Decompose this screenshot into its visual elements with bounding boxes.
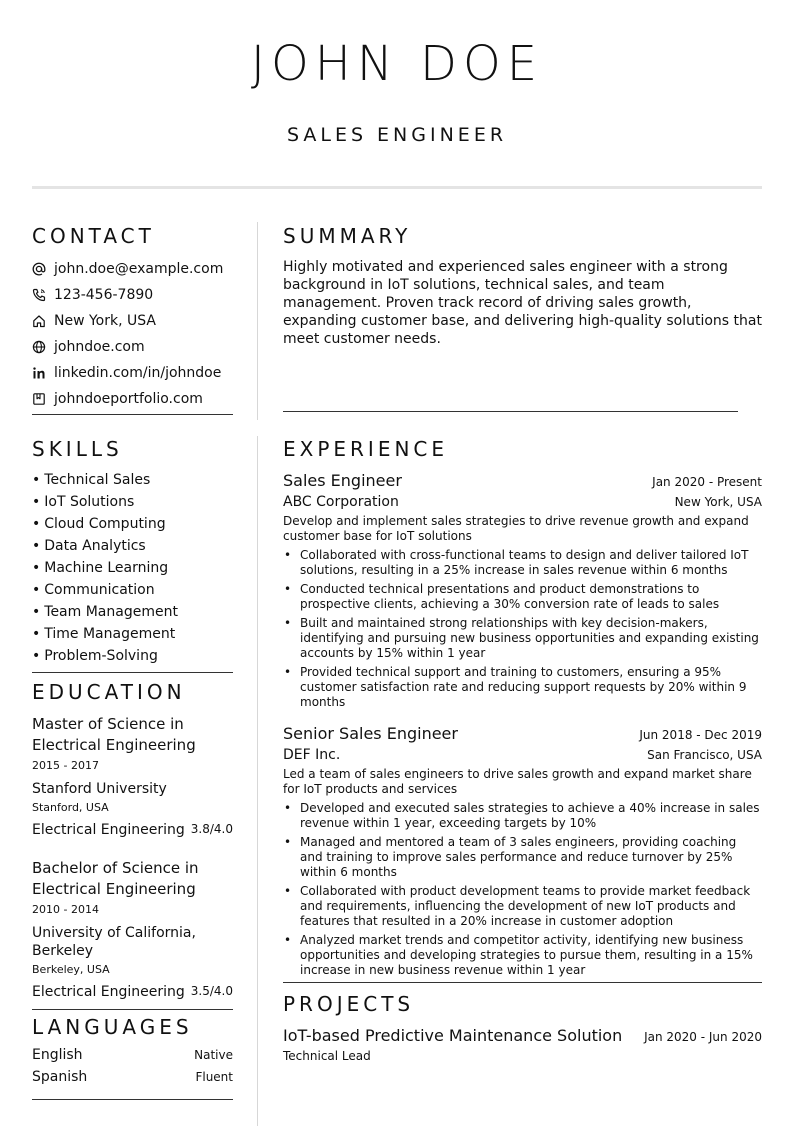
portfolio-icon: [32, 392, 46, 406]
job-location: New York, USA: [674, 495, 762, 509]
contact-portfolio-text: johndoeportfolio.com: [54, 391, 203, 407]
project-dates: Jan 2020 - Jun 2020: [644, 1030, 762, 1044]
job-bullet: • Collaborated with cross-functional teams to design and deliver tailored IoT solutions, resulting in a 25% increase in sales revenue within 6 months: [284, 548, 749, 577]
project-title-row: [283, 1026, 762, 1045]
education-section: [32, 680, 233, 1010]
job-bullet: • Collaborated with product development teams to provide market feedback and requirements, influencing the development of new IoT products and features that resulted in a 20% increase in customer adoption: [284, 884, 751, 928]
job-dates: Jun 2018 - Dec 2019: [639, 728, 762, 742]
language-level: Native: [194, 1048, 233, 1062]
education-degree: Master of Science in Electrical Engineering: [32, 715, 196, 754]
education-field: Electrical Engineering: [32, 822, 185, 838]
projects-heading: PROJECTS: [283, 992, 415, 1016]
skills-divider: [32, 672, 233, 673]
experience-divider: [283, 982, 762, 983]
skill-item: • Technical Sales: [32, 472, 151, 488]
job-bullets: [283, 801, 762, 978]
education-years: 2015 - 2017: [32, 759, 99, 772]
contact-heading: CONTACT: [32, 224, 155, 248]
contact-phone[interactable]: [32, 282, 233, 308]
job-title-row: [283, 471, 762, 490]
header-divider: [32, 186, 762, 189]
job-bullet: • Provided technical support and training to customers, ensuring a 95% customer satisfaction rate and reducing support requests by 20% within 9 months: [284, 665, 747, 709]
experience-heading: EXPERIENCE: [283, 437, 449, 461]
education-degree: Bachelor of Science in Electrical Engineering: [32, 859, 199, 898]
contact-phone-text: 123-456-7890: [54, 287, 154, 303]
contact-divider: [32, 414, 233, 415]
education-school: University of California, Berkeley: [32, 925, 196, 959]
job-title: Senior Sales Engineer: [283, 724, 458, 743]
column-divider-bottom: [257, 436, 258, 1126]
summary-heading: SUMMARY: [283, 224, 412, 248]
contact-email[interactable]: [32, 256, 233, 282]
summary-section: [283, 224, 762, 348]
column-divider-top: [257, 222, 258, 420]
education-location: Berkeley, USA: [32, 963, 110, 976]
contact-location: [32, 308, 233, 334]
language-name: English: [32, 1047, 83, 1063]
education-location: Stanford, USA: [32, 801, 109, 814]
at-icon: [32, 262, 46, 276]
job-bullet: • Built and maintained strong relationships with key decision-makers, identifying and pursuing new business opportunities and expanding existing accounts by 15% within 1 year: [284, 616, 759, 660]
skills-section: [32, 437, 233, 673]
skill-item: • IoT Solutions: [32, 494, 135, 510]
resume-name: JOHN DOE: [250, 36, 544, 92]
language-row: [32, 1047, 233, 1069]
job-entry: [283, 471, 762, 710]
language-row: [32, 1069, 233, 1091]
globe-icon: [32, 340, 46, 354]
job-dates: Jan 2020 - Present: [652, 475, 762, 489]
contact-section: [32, 224, 233, 415]
job-company: DEF Inc.: [283, 747, 341, 763]
skill-item: • Team Management: [32, 604, 178, 620]
home-icon: [32, 314, 46, 328]
project-role: Technical Lead: [283, 1049, 371, 1063]
contact-website-text: johndoe.com: [54, 339, 145, 355]
job-entry: [283, 724, 762, 978]
skill-item: • Machine Learning: [32, 560, 169, 576]
skills-list: [32, 469, 233, 667]
skills-heading: SKILLS: [32, 437, 123, 461]
skill-item: • Communication: [32, 582, 155, 598]
education-years: 2010 - 2014: [32, 903, 99, 916]
languages-divider: [32, 1099, 233, 1100]
job-description: Develop and implement sales strategies to drive revenue growth and expand customer base for IoT solutions: [283, 514, 749, 543]
linkedin-icon: [32, 366, 46, 380]
contact-linkedin-text: linkedin.com/in/johndoe: [54, 365, 222, 381]
education-field-row: [32, 984, 233, 1000]
languages-section: [32, 1015, 233, 1100]
job-bullet: • Developed and executed sales strategies to achieve a 40% increase in sales revenue within 1 year, exceeding targets by 10%: [284, 801, 760, 830]
job-title-row: [283, 724, 762, 743]
contact-portfolio[interactable]: [32, 386, 233, 412]
education-entry: [32, 714, 233, 838]
project-title: IoT-based Predictive Maintenance Solution: [283, 1026, 623, 1045]
job-bullets: [283, 548, 762, 710]
education-entry: [32, 858, 233, 1000]
resume-title: SALES ENGINEER: [286, 124, 508, 146]
job-company-row: [283, 747, 762, 763]
contact-list: [32, 256, 233, 412]
language-name: Spanish: [32, 1069, 88, 1085]
contact-linkedin[interactable]: [32, 360, 233, 386]
education-divider: [32, 1009, 233, 1010]
phone-icon: [32, 288, 46, 302]
contact-website[interactable]: [32, 334, 233, 360]
contact-email-text: john.doe@example.com: [54, 261, 224, 277]
summary-divider: [283, 411, 738, 412]
education-field-row: [32, 822, 233, 838]
experience-section: [283, 437, 762, 982]
education-gpa: 3.5/4.0: [190, 984, 233, 998]
contact-location-text: New York, USA: [54, 313, 156, 329]
languages-heading: LANGUAGES: [32, 1015, 193, 1039]
job-bullet: • Managed and mentored a team of 3 sales engineers, providing coaching and training to improve sales performance and reduce turnover by 25% within 6 months: [284, 835, 737, 879]
job-bullet: • Analyzed market trends and competitor activity, identifying new business opportunities and developing strategies to pursue them, resulting in a 15% increase in new business revenue within 1 year: [284, 933, 753, 977]
job-description: Led a team of sales engineers to drive sales growth and expand market share for IoT products and services: [283, 767, 752, 796]
education-gpa: 3.8/4.0: [190, 822, 233, 836]
language-level: Fluent: [195, 1070, 233, 1084]
skill-item: • Problem-Solving: [32, 648, 158, 664]
job-location: San Francisco, USA: [647, 748, 762, 762]
job-company-row: [283, 494, 762, 510]
education-heading: EDUCATION: [32, 680, 186, 704]
education-school: Stanford University: [32, 781, 167, 797]
job-company: ABC Corporation: [283, 494, 399, 510]
job-title: Sales Engineer: [283, 471, 402, 490]
projects-section: [283, 992, 762, 1063]
summary-text: Highly motivated and experienced sales engineer with a strong background in IoT solutions, technical sales, and team management. Proven track record of driving sales growth, expanding customer base, and delivering high-quality solutions that meet customer needs.: [283, 259, 762, 347]
skill-item: • Cloud Computing: [32, 516, 166, 532]
skill-item: • Time Management: [32, 626, 176, 642]
skill-item: • Data Analytics: [32, 538, 146, 554]
job-bullet: • Conducted technical presentations and product demonstrations to prospective clients, achieving a 30% conversion rate of leads to sales: [284, 582, 720, 611]
education-field: Electrical Engineering: [32, 984, 185, 1000]
